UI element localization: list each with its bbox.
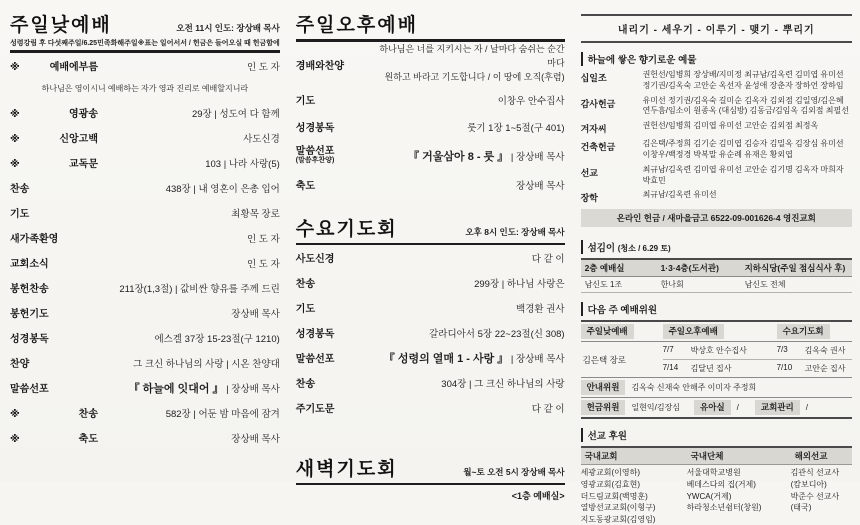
order-value: 룻기 1장 1~5절(구 401)	[467, 122, 565, 134]
order-value: 장상배 목사	[231, 308, 280, 320]
officer: 박상호 안수집사	[690, 346, 747, 356]
order-value: 다 같 이	[531, 403, 565, 415]
offering-names: 권헌선/임병희 김미엽 유미선 고안순 김외점 최정옥	[642, 121, 819, 131]
order-row-sermon	[296, 345, 565, 370]
header-cell	[581, 324, 663, 339]
service-time-leader: 월~토 오전 5시 장상배 목사	[463, 467, 565, 477]
praise-line2: 원하고 바라고 기도합니다 / 이 땅에 오직(후렴)	[384, 71, 565, 82]
order-value: 다 같 이	[531, 253, 565, 265]
order-row-gloria	[10, 100, 280, 125]
afternoon-slot	[663, 363, 777, 374]
col-header: 국내교회	[584, 451, 618, 462]
offering-label: 겨자씨	[580, 124, 607, 135]
names-line: 유미선 정기권/김옥숙 길미순 김옥자 김외점 김일영/김은혜	[642, 95, 844, 105]
offering-names: 최규남/김옥련 김미엽 유미선 고안순 김기명 김옥자 마희자 박효민	[642, 164, 844, 185]
mission-item: 영광교회(김효현)	[580, 479, 641, 489]
col-header: 2층 예배실	[584, 263, 625, 274]
order-row-announcements	[10, 250, 280, 275]
order-row-hymn2	[296, 370, 565, 395]
offering-names	[643, 70, 844, 92]
order-label: 축도	[295, 181, 316, 192]
order-row-closing-hymn	[10, 400, 280, 425]
order-label: 봉헌기도	[10, 309, 49, 320]
offering-committee-names: 일현익/김장심	[631, 403, 681, 413]
col-header: 주일오후예배	[663, 324, 724, 339]
sermon-title: 『 성령의 열매 1 - 사랑 』	[383, 352, 509, 365]
order-row-offering-hymn	[10, 275, 280, 300]
wednesday-slot	[777, 363, 852, 374]
usher-row	[581, 378, 852, 398]
order-label: 주기도문	[295, 404, 335, 415]
header-rule	[296, 483, 565, 485]
offering-row-building	[581, 139, 852, 161]
order-row-scripture	[296, 113, 565, 140]
servers-title: 섬김이	[587, 243, 616, 255]
order-label: 찬송	[295, 279, 316, 290]
offering-row-scholarship	[581, 190, 852, 204]
servers-note: (청소 / 6.29 토)	[617, 244, 671, 254]
order-label: 사도신경	[295, 254, 335, 265]
order-row-hymn	[10, 175, 280, 200]
day-worship-officer: 김은택 장로	[582, 354, 626, 365]
order-row-praise	[296, 42, 565, 86]
order-row-benediction	[10, 425, 280, 450]
mission-heading: 선교 후원	[581, 428, 852, 442]
date: 7/14	[662, 363, 679, 373]
next-week-header-row	[581, 322, 852, 342]
order-label: 봉헌찬송	[10, 284, 49, 295]
order-row-lords-prayer	[296, 395, 565, 420]
rotation-rows	[663, 342, 852, 377]
call-verse: 하나님은 영이시니 예배하는 자가 영과 진리로 예배할지니라	[41, 84, 249, 93]
sermon-title-value	[129, 380, 280, 396]
servers-table-header	[581, 260, 852, 277]
mission-table	[581, 446, 852, 525]
mission-item: 하라청소년쉼터(창원)	[686, 503, 762, 513]
names-line: 이창우/백정경 박복말 유순례 유재은 황외엽	[642, 149, 793, 159]
cell: 남신도 전체	[744, 280, 786, 290]
mission-item: 베데스다의 집(거제)	[686, 479, 756, 489]
order-label: 기도	[295, 96, 316, 107]
mission-item: 김관식 선교사	[790, 468, 840, 478]
order-row-creed	[296, 245, 565, 270]
mission-item: 서울대학교병원	[686, 468, 741, 478]
dawn-room: <1층 예배실>	[511, 491, 565, 501]
order-row-responsive-reading	[10, 150, 280, 175]
order-value: 이창우 안수집사	[497, 95, 565, 107]
offering-names	[643, 139, 844, 161]
rotation-row-2	[663, 359, 852, 377]
servers-table	[581, 258, 852, 293]
offering-row-mission	[581, 165, 852, 187]
order-label: 찬양	[10, 359, 30, 370]
wednesday-slot	[777, 345, 852, 356]
offering-label: 선교	[580, 167, 598, 178]
mission-item: YWCA(거제)	[686, 491, 732, 501]
names-line: 권헌선/임병희 장상배/지미정 최규남/김옥련 김미엽 유미선	[642, 70, 844, 79]
order-value: 582장 | 어둔 밤 마음에 잠겨	[165, 408, 280, 420]
order-label: 말씀선포	[10, 384, 49, 395]
mission-item: 지도동광교회(김영임)	[580, 514, 656, 524]
header-cell	[663, 324, 777, 339]
order-value: 갈라디아서 5장 22~23절(신 308)	[429, 328, 565, 340]
mission-item: 열방선교교회(이형구)	[580, 503, 656, 513]
order-label: 찬송	[295, 379, 316, 390]
offering-label: 건축헌금	[580, 142, 616, 153]
sermon-title-value	[384, 350, 565, 366]
sermon-title: 『 거울삼아 8 - 룻 』	[408, 150, 509, 163]
section-title: 새벽기도회	[295, 459, 398, 480]
order-value: 29장 | 성도여 다 함께	[191, 108, 280, 120]
wednesday-header	[296, 214, 565, 241]
next-week-body	[581, 342, 852, 378]
offering-row-tithe	[581, 70, 852, 92]
order-label: 성경봉독	[295, 329, 335, 340]
usher-label: 안내위원	[581, 380, 626, 395]
sunday-afternoon-worship-section	[296, 10, 565, 198]
order-value: 장상배 목사	[231, 433, 280, 445]
dawn-header	[296, 454, 565, 481]
order-label: 성경봉독	[295, 123, 335, 134]
order-label: ※예배에부름	[10, 62, 98, 73]
mission-item: 박준수 선교사	[790, 491, 840, 501]
order-label: ※교독문	[10, 159, 98, 170]
order-label: 말씀선포	[295, 354, 335, 365]
service-subtitle	[10, 38, 280, 48]
offering-committee-label: 헌금위원	[581, 400, 626, 415]
order-value: 인 도 자	[246, 233, 280, 245]
afternoon-header	[296, 10, 565, 37]
domestic-churches	[581, 467, 687, 525]
col-header: 지하식당(주일 점심식사 후)	[744, 263, 846, 274]
usher-names: 김옥숙 신재숙 안해주 이미자 주정희	[631, 383, 757, 393]
offering-committee-row	[581, 398, 852, 419]
order-row-call-to-worship	[10, 53, 280, 78]
order-row-prayer	[296, 86, 565, 113]
cell: 남신도 1조	[584, 280, 623, 290]
order-value: 211장(1,3절) | 값비싼 향유를 주께 드린	[119, 283, 280, 295]
order-label: ※찬송	[10, 409, 98, 420]
order-row-benediction	[296, 171, 565, 198]
officer: 고안순 집사	[804, 364, 846, 374]
sunday-day-worship-header	[10, 10, 280, 37]
order-label: ※축도	[10, 434, 98, 445]
church-motto: 내리기 - 세우기 - 이루기 - 맺기 - 뿌리기	[581, 14, 852, 43]
order-label: 성경봉독	[10, 334, 49, 345]
offering-names	[643, 96, 849, 118]
middle-column	[295, 10, 565, 501]
standing-note: ※표는 일어서서 / 헌금은 들어오실 때 헌금함에	[137, 40, 280, 47]
next-week-table	[581, 320, 852, 419]
order-label: 기도	[295, 304, 316, 315]
sermon-preacher: | 장상배 목사	[223, 383, 280, 395]
service-time-leader: 오전 11시 인도: 장상배 목사	[176, 23, 280, 33]
order-value: 에스겔 37장 15-23절(구 1210)	[154, 333, 280, 345]
col-header: 주일낮예배	[581, 324, 634, 339]
order-row-sermon	[10, 375, 280, 400]
order-row-scripture	[296, 320, 565, 345]
order-label: ※신앙고백	[10, 134, 98, 145]
order-value: 백경환 권사	[516, 303, 565, 315]
order-row-newcomers	[10, 225, 280, 250]
order-label: ※영광송	[10, 109, 98, 120]
order-label: 교회소식	[10, 259, 49, 270]
order-value: 103 | 나라 사랑(5)	[205, 158, 280, 170]
offering-names: 최규남/김옥련 유미선	[642, 190, 717, 200]
afternoon-slot	[663, 345, 777, 356]
col-header: 1·3·4층(도서관)	[660, 263, 719, 274]
offering-row-mustard-seed	[581, 121, 852, 135]
order-row-scripture	[10, 325, 280, 350]
sermon-preacher: | 장상배 목사	[508, 353, 565, 365]
order-value: 438장 | 내 영혼이 은총 입어	[165, 183, 280, 195]
next-week-heading: 다음 주 예배위원	[581, 302, 852, 316]
sermon-title: 『 하늘에 잇대어 』	[128, 382, 224, 395]
offering-label: 십일조	[580, 73, 607, 83]
dawn-prayer-section	[296, 454, 565, 502]
cell: 한나회	[660, 280, 684, 290]
names-line: 김은택/주정희 김기순 김미엽 김승자 김밀옥 김장심 유미선	[642, 139, 844, 149]
offering-label: 장학	[580, 193, 598, 204]
order-value: 인 도 자	[246, 258, 280, 270]
date: 7/10	[776, 363, 793, 373]
names-line: 정기권/김옥숙 고안순 옥선자 윤성애 장춘자 장하언 장하임	[642, 80, 844, 90]
mgmt-label: 교회관리	[755, 400, 800, 415]
servers-table-row	[581, 277, 852, 293]
rotation-row-1	[663, 342, 852, 359]
sermon-preacher: | 장상배 목사	[508, 151, 565, 163]
section-title: 수요기도회	[295, 219, 398, 240]
praise-lyrics	[377, 43, 565, 85]
sermon-label: 말씀선포	[295, 146, 335, 158]
offerings-heading: 하늘에 쌓은 향기로운 예물	[581, 52, 852, 66]
officer: 김옥숙 권사	[804, 346, 846, 356]
date: 7/3	[776, 345, 788, 355]
order-value: 인 도 자	[246, 61, 280, 73]
col-header: 수요기도회	[777, 324, 830, 339]
date: 7/7	[662, 345, 674, 355]
mission-item: (태국)	[790, 503, 812, 513]
order-label: 기도	[10, 209, 30, 220]
nursery-label: 유아실	[694, 400, 731, 415]
nursery-value: /	[736, 403, 739, 413]
offering-label: 감사헌금	[580, 98, 616, 109]
offering-row-thanksgiving	[581, 96, 852, 118]
col-header: 해외선교	[794, 451, 828, 462]
officer: 김달년 집사	[690, 364, 732, 374]
order-label	[296, 146, 384, 165]
order-value: 사도신경	[243, 133, 280, 145]
order-value: 299장 | 하나님 사랑은	[474, 278, 565, 290]
header-cell	[777, 324, 852, 339]
order-value: 304장 | 그 크신 하나님의 사랑	[441, 378, 565, 390]
mission-item: (캄보디아)	[790, 479, 827, 489]
service-time-leader: 오후 8시 인도: 장상배 목사	[465, 227, 565, 237]
order-label: 경배와찬양	[295, 60, 345, 72]
col-header: 국내단체	[690, 451, 724, 462]
right-column	[580, 10, 852, 524]
order-row-creed	[10, 125, 280, 150]
order-value: 장상배 목사	[516, 180, 565, 192]
order-row-offering-prayer	[10, 300, 280, 325]
mission-item: 더드림교회(백명훈)	[580, 491, 648, 501]
section-title: 주일낮예배	[10, 15, 112, 36]
order-row-hymn	[296, 270, 565, 295]
order-row-sermon	[296, 140, 565, 171]
sunday-day-worship-section	[10, 10, 280, 475]
order-row-prayer	[296, 295, 565, 320]
mgmt-value: /	[805, 403, 808, 413]
order-label: 새가족환영	[10, 234, 59, 245]
sermon-sublabel: (말씀후찬양)	[295, 157, 335, 165]
overseas-missionaries	[791, 467, 852, 525]
liturgical-week: 성령강림 후 다섯째주일/6.25민족화해주일	[10, 40, 138, 47]
servers-heading	[581, 240, 852, 254]
praise-line1: 하나님은 너를 지키시는 자 / 날마다 숨쉬는 순간 마다	[379, 44, 565, 69]
order-label: 찬송	[10, 184, 30, 195]
sermon-title-value	[408, 148, 564, 164]
names-line: 연두흠/임소이 원종옥 (대심방) 김동금/김임옥 김외점 최필선	[642, 106, 849, 116]
mission-item: 세광교회(이영하)	[580, 468, 641, 478]
mission-table-header	[581, 448, 852, 465]
mission-table-body	[581, 465, 852, 525]
online-giving-info: 온라인 헌금 / 새마을금고 6522-09-001626-4 영진교회	[581, 209, 852, 227]
section-title: 주일오후예배	[295, 15, 418, 36]
wednesday-prayer-section	[296, 214, 565, 420]
domestic-organizations	[687, 467, 791, 525]
order-value: 그 크신 하나님의 사랑 | 시온 찬양대	[133, 358, 280, 370]
order-row-anthem	[10, 350, 280, 375]
order-value: 최황목 장로	[231, 208, 280, 220]
order-row-prayer	[10, 200, 280, 225]
